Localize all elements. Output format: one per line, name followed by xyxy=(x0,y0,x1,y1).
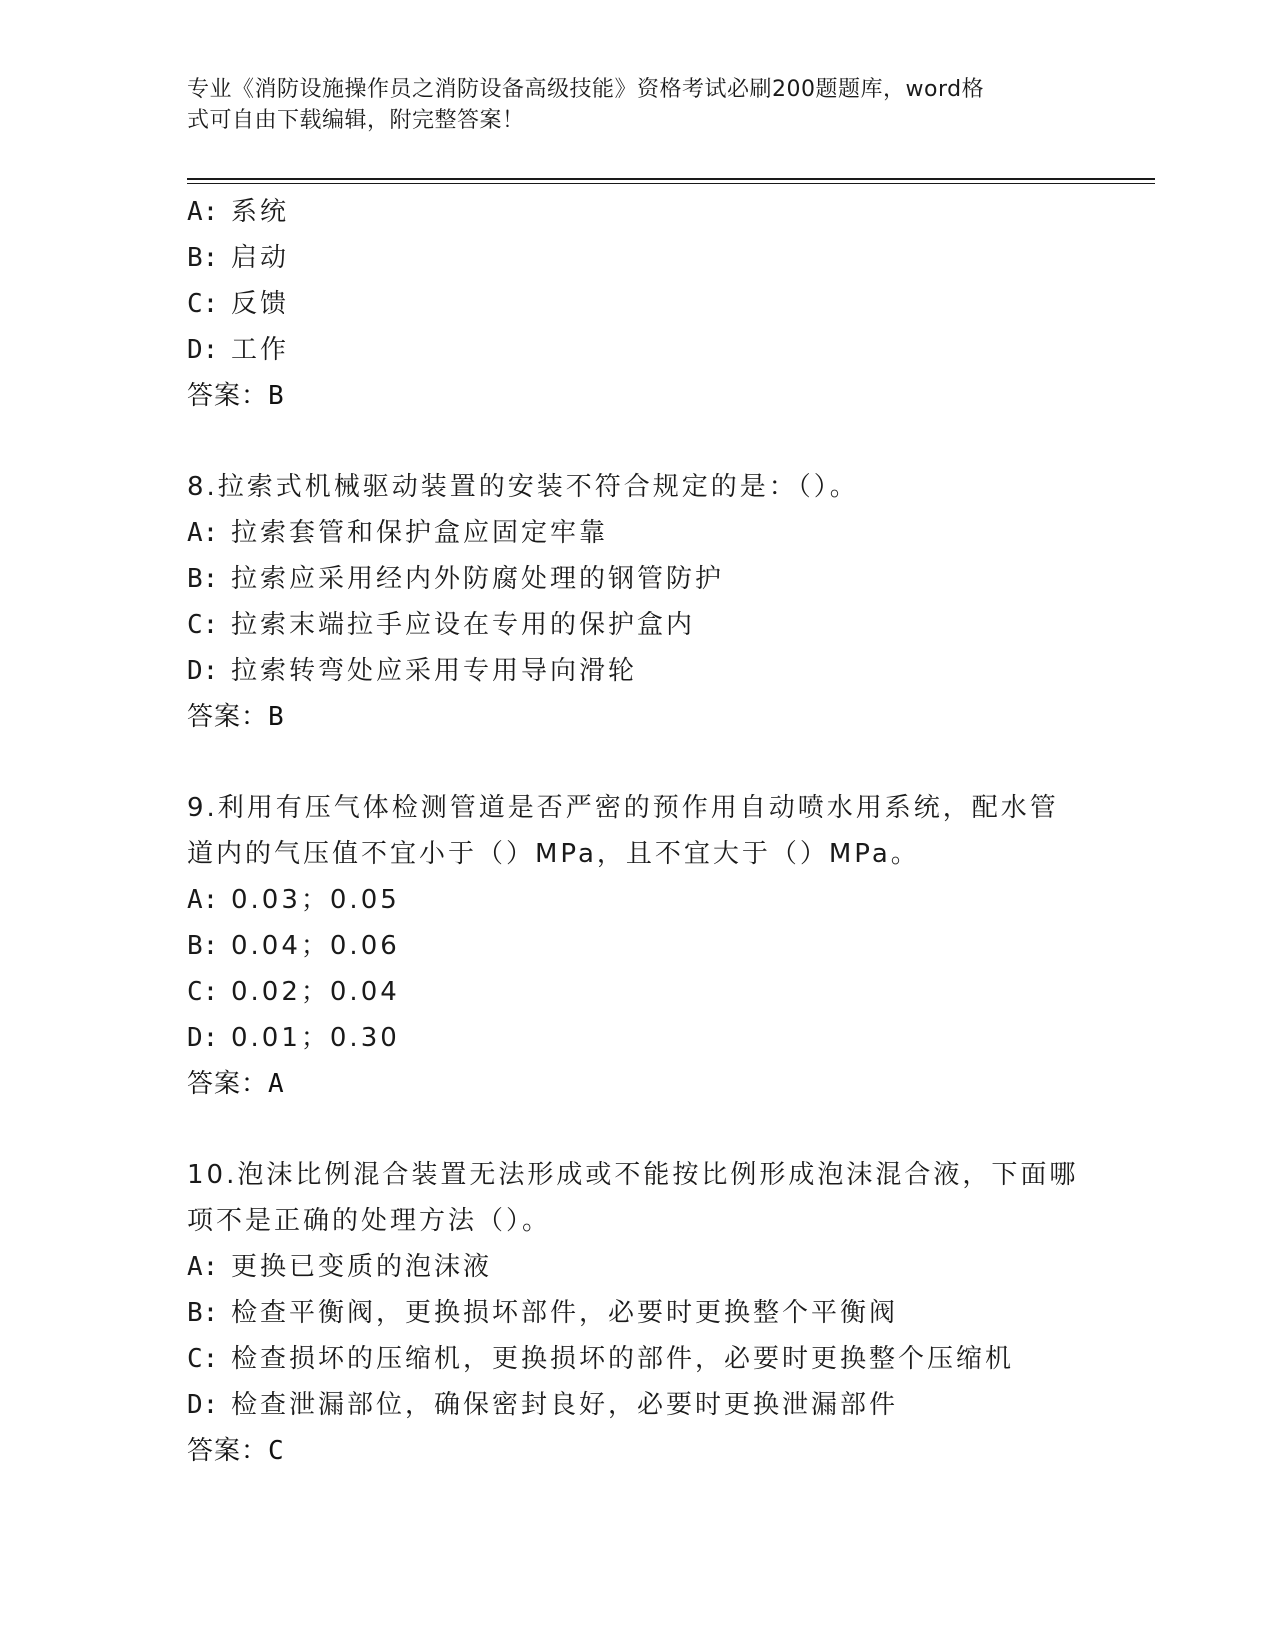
option-d xyxy=(187,648,1087,694)
option-text: 系统 xyxy=(231,197,290,227)
option-text: 拉索套管和保护盒应固定牢靠 xyxy=(231,518,609,548)
option-text: 更换已变质的泡沫液 xyxy=(231,1252,493,1282)
option-d xyxy=(187,1382,1087,1428)
option-key: D: xyxy=(187,1023,219,1053)
question-text-line-2: 道内的气压值不宜小于（）MPa，且不宜大于（）MPa。 xyxy=(187,839,920,869)
option-text: 检查损坏的压缩机，更换损坏的部件，必要时更换整个压缩机 xyxy=(231,1344,1015,1374)
spacer xyxy=(187,740,1087,785)
answer-value: C xyxy=(268,1436,285,1466)
option-text: 0.01；0.30 xyxy=(231,1023,400,1053)
option-text: 0.04；0.06 xyxy=(231,931,400,961)
option-c xyxy=(187,1336,1087,1382)
option-b xyxy=(187,556,1087,602)
option-key: C: xyxy=(187,289,219,319)
option-text: 0.02；0.04 xyxy=(231,977,400,1007)
question-text-line-1: 10.泡沫比例混合装置无法形成或不能按比例形成泡沫混合液，下面哪 xyxy=(187,1160,1079,1190)
option-key: A: xyxy=(187,1252,219,1282)
option-text: 工作 xyxy=(231,335,290,365)
option-b xyxy=(187,1290,1087,1336)
answer-line xyxy=(187,373,1087,419)
option-key: D: xyxy=(187,1390,219,1420)
answer-line xyxy=(187,1428,1087,1474)
option-text: 检查泄漏部位，确保密封良好，必要时更换泄漏部件 xyxy=(231,1390,899,1420)
option-d xyxy=(187,1015,1087,1061)
answer-label: 答案： xyxy=(187,1436,269,1466)
option-text: 拉索应采用经内外防腐处理的钢管防护 xyxy=(231,564,725,594)
answer-value: B xyxy=(268,381,285,411)
option-a xyxy=(187,877,1087,923)
question-7 xyxy=(187,189,1087,419)
option-text: 拉索转弯处应采用专用导向滑轮 xyxy=(231,656,638,686)
option-c xyxy=(187,969,1087,1015)
option-key: D: xyxy=(187,335,219,365)
header-line-1: 专业《消防设施操作员之消防设备高级技能》资格考试必刷200题题库，word格 xyxy=(187,77,985,102)
option-key: C: xyxy=(187,1344,219,1374)
answer-value: B xyxy=(268,702,285,732)
option-key: D: xyxy=(187,656,219,686)
answer-label: 答案： xyxy=(187,381,269,411)
option-key: A: xyxy=(187,518,219,548)
option-key: B: xyxy=(187,564,219,594)
question-text: 8.拉索式机械驱动装置的安装不符合规定的是：（）。 xyxy=(187,472,859,502)
option-key: B: xyxy=(187,1298,219,1328)
answer-label: 答案： xyxy=(187,702,269,732)
option-key: C: xyxy=(187,977,219,1007)
option-key: B: xyxy=(187,243,219,273)
option-text: 启动 xyxy=(231,243,290,273)
question-10 xyxy=(187,1152,1087,1474)
option-c xyxy=(187,281,1087,327)
option-a xyxy=(187,1244,1087,1290)
option-key: B: xyxy=(187,931,219,961)
answer-line xyxy=(187,694,1087,740)
question-list xyxy=(187,189,1087,1474)
spacer xyxy=(187,1107,1087,1152)
option-text: 检查平衡阀，更换损坏部件，必要时更换整个平衡阀 xyxy=(231,1298,899,1328)
option-b xyxy=(187,923,1087,969)
header-line-2: 式可自由下载编辑，附完整答案！ xyxy=(187,108,525,133)
question-8 xyxy=(187,464,1087,740)
answer-value: A xyxy=(268,1069,285,1099)
spacer xyxy=(187,419,1087,464)
question-text-line-1: 9.利用有压气体检测管道是否严密的预作用自动喷水用系统，配水管 xyxy=(187,793,1059,823)
option-c xyxy=(187,602,1087,648)
option-a xyxy=(187,189,1087,235)
option-key: A: xyxy=(187,885,219,915)
question-9 xyxy=(187,785,1087,1107)
document-header xyxy=(187,74,1067,136)
header-divider-thin xyxy=(187,183,1155,184)
question-text-line-2: 项不是正确的处理方法（）。 xyxy=(187,1206,552,1236)
header-divider-thick xyxy=(187,178,1155,180)
answer-label: 答案： xyxy=(187,1069,269,1099)
option-text: 0.03；0.05 xyxy=(231,885,400,915)
option-b xyxy=(187,235,1087,281)
option-a xyxy=(187,510,1087,556)
option-d xyxy=(187,327,1087,373)
option-key: C: xyxy=(187,610,219,640)
answer-line xyxy=(187,1061,1087,1107)
option-text: 拉索末端拉手应设在专用的保护盒内 xyxy=(231,610,696,640)
option-key: A: xyxy=(187,197,219,227)
option-text: 反馈 xyxy=(231,289,290,319)
